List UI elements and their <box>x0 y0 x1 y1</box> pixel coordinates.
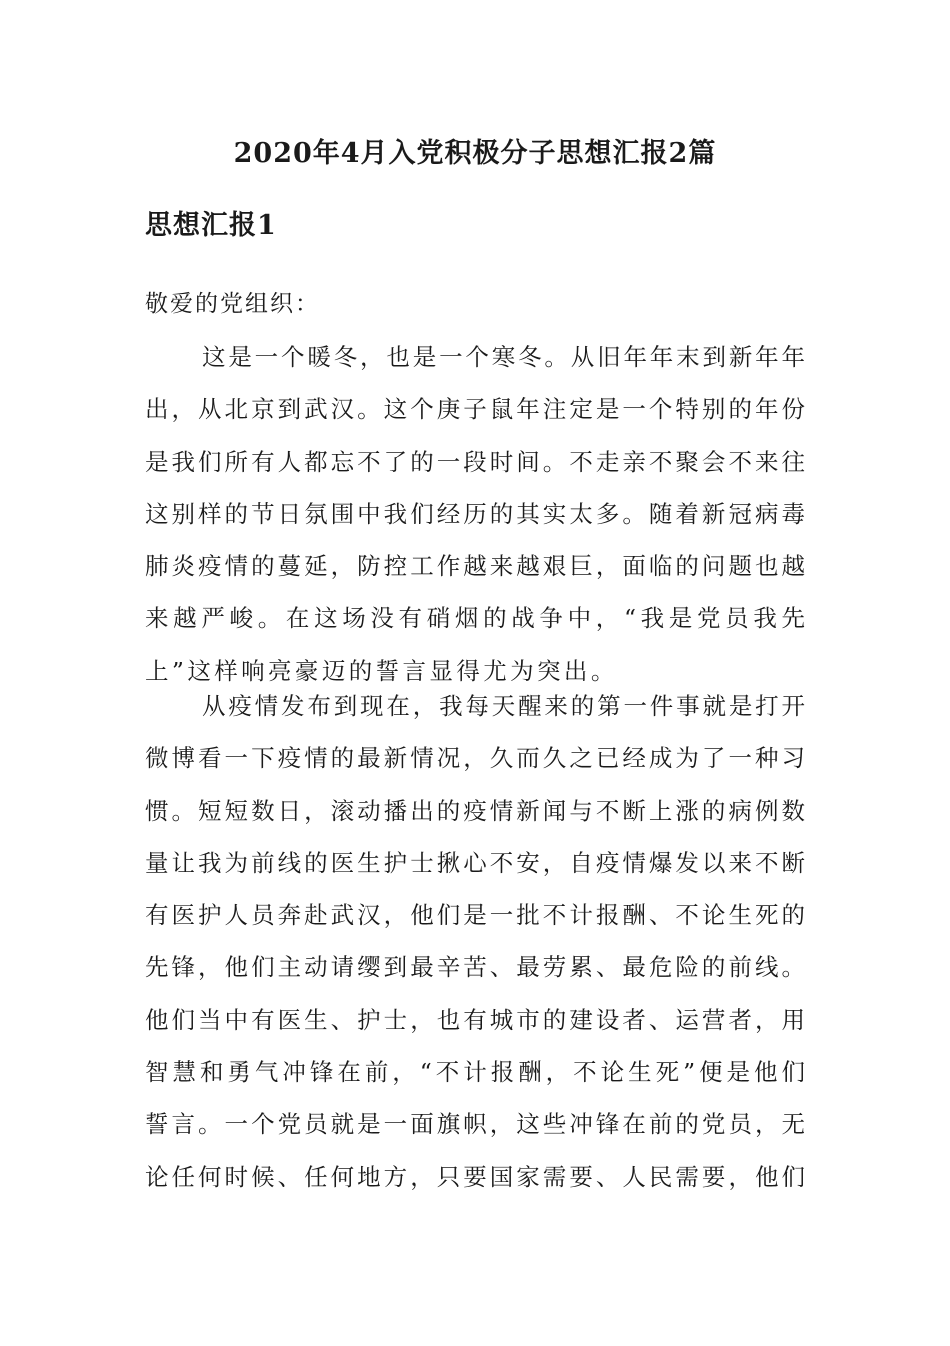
paragraph-line: 这是一个暖冬，也是一个寒冬。从旧年年末到新年年 <box>202 343 805 371</box>
paragraph-line: 有医护人员奔赴武汉，他们是一批不计报酬、不论生死的 <box>145 901 805 930</box>
paragraph-line: 量让我为前线的医生护士揪心不安，自疫情爆发以来不断 <box>145 848 805 877</box>
paragraph-line: 肺炎疫情的蔓延，防控工作越来越艰巨，面临的问题也越 <box>145 552 805 581</box>
paragraph-line: 从疫情发布到现在，我每天醒来的第一件事就是打开 <box>202 692 805 720</box>
paragraph-line: 智慧和勇气冲锋在前，“不计报酬，不论生死”便是他们 <box>145 1058 805 1087</box>
document-title: 2020年4月入党积极分子思想汇报2篇 <box>233 138 717 169</box>
paragraph-line: 上”这样响亮豪迈的誓言显得尤为突出。 <box>145 656 618 685</box>
paragraph-line: 惯。短短数日，滚动播出的疫情新闻与不断上涨的病例数 <box>145 796 805 825</box>
paragraph-line: 出，从北京到武汉。这个庚子鼠年注定是一个特别的年份 <box>145 395 805 424</box>
paragraph-line: 这别样的节日氛围中我们经历的其实太多。随着新冠病毒 <box>145 499 805 528</box>
paragraph-line: 来越严峻。在这场没有硝烟的战争中，“我是党员我先 <box>145 604 805 633</box>
paragraph-line: 论任何时候、任何地方，只要国家需要、人民需要，他们 <box>145 1162 805 1191</box>
salutation: 敬爱的党组织： <box>145 291 320 317</box>
paragraph-line: 他们当中有医生、护士，也有城市的建设者、运营者，用 <box>145 1005 805 1034</box>
paragraph-2 <box>145 680 805 1203</box>
paragraph-line: 微博看一下疫情的最新情况，久而久之已经成为了一种习 <box>145 744 805 773</box>
paragraph-line: 是我们所有人都忘不了的一段时间。不走亲不聚会不来往 <box>145 447 805 476</box>
paragraph-1 <box>145 331 805 697</box>
paragraph-line: 先锋，他们主动请缨到最辛苦、最劳累、最危险的前线。 <box>145 953 805 982</box>
section-heading: 思想汇报1 <box>145 210 277 241</box>
paragraph-line: 誓言。一个党员就是一面旗帜，这些冲锋在前的党员，无 <box>145 1110 805 1139</box>
